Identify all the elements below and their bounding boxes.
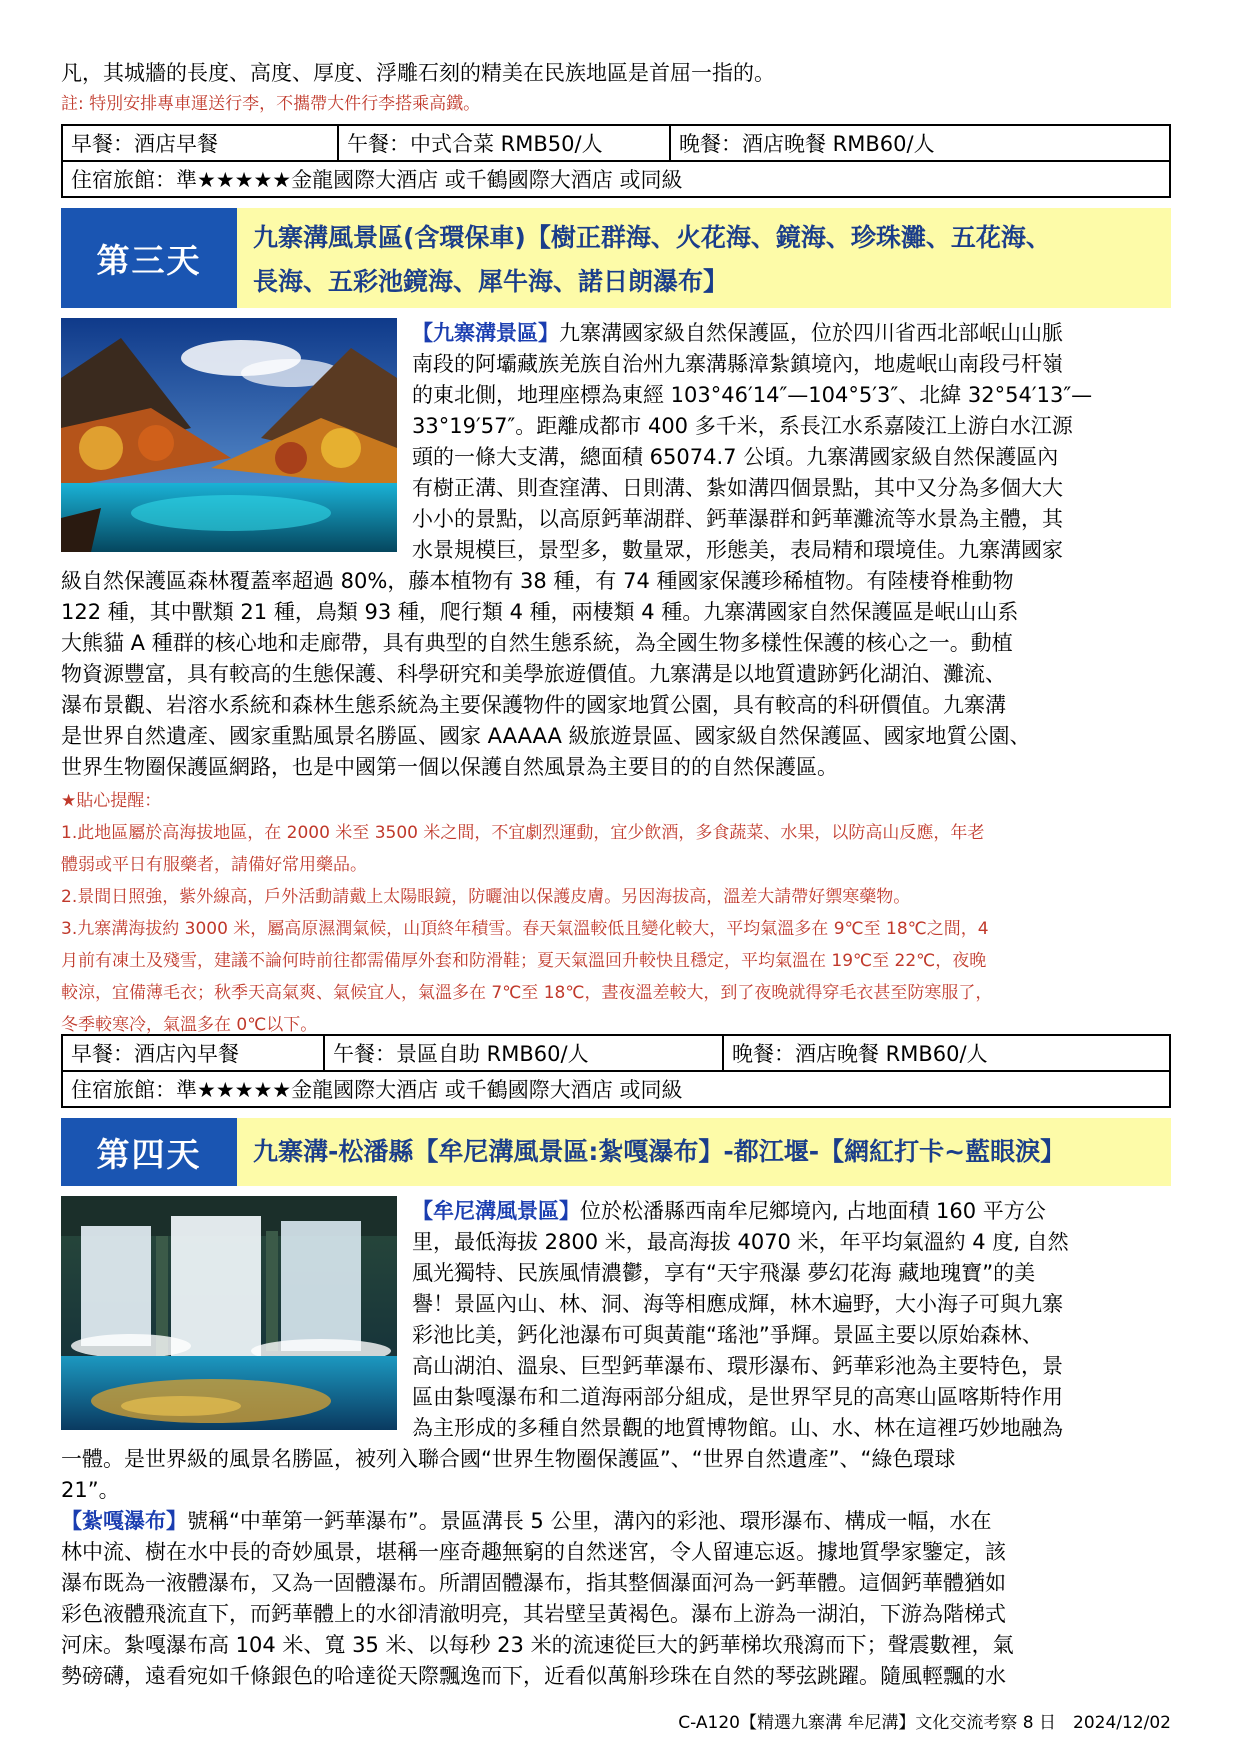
footer: C-A120【精選九寨溝 牟尼溝】文化交流考察 8 日 2024/12/02 xyxy=(678,1713,1171,1733)
reminder-line: 2.景間日照強，紫外線高，戶外活動請戴上太陽眼鏡，防曬油以保護皮膚。另因海拔高，溫差大請帶好禦寒藥物。 xyxy=(61,887,911,907)
p2-line: 號稱“中華第一鈣華瀑布”。景區溝長 5 公里，溝內的彩池、環形瀑布、構成一幅，水在 xyxy=(187,1509,992,1533)
hotel-cell: 住宿旅館：準★★★★★金龍國際大酒店 或千鶴國際大酒店 或同級 xyxy=(62,1071,1170,1107)
full-line: 世界生物圈保護區網路，也是中國第一個以保護自然風景為主要目的的自然保護區。 xyxy=(61,755,838,779)
full-line: 122 種，其中獸類 21 種，鳥類 93 種，爬行類 4 種，兩棲類 4 種。九寨溝國家自然保護區是岷山山系 xyxy=(61,600,1019,624)
reminder-line: 冬季較寒冷，氣溫多在 0℃以下。 xyxy=(61,1015,318,1035)
wrap-line: 小小的景點，以高原鈣華湖群、鈣華瀑群和鈣華灘流等水景為主體，其 xyxy=(412,507,1063,531)
wrap-line: 里，最低海拔 2800 米，最高海拔 4070 米，年平均氣溫約 4 度, 自然 xyxy=(412,1230,1069,1254)
dinner-cell: 晚餐：酒店晚餐 RMB60/人 xyxy=(723,1035,1170,1071)
breakfast-cell: 早餐：酒店早餐 xyxy=(62,125,338,161)
reminder-line: 體弱或平日有服藥者，請備好常用藥品。 xyxy=(61,855,367,875)
wrap-line: 譽！景區內山、林、洞、海等相應成輝，林木遍野，大小海子可與九寨 xyxy=(412,1292,1063,1316)
wrap-line: 高山湖泊、溫泉、巨型鈣華瀑布、環形瀑布、鈣華彩池為主要特色，景 xyxy=(412,1354,1063,1378)
wrap-line: 水景規模巨，景型多，數量眾，形態美，表局精和環境佳。九寨溝國家 xyxy=(412,538,1063,562)
jiuzhaigou-heading: 【九寨溝景區】 xyxy=(412,321,559,345)
hotel-cell: 住宿旅館：準★★★★★金龍國際大酒店 或千鶴國際大酒店 或同級 xyxy=(62,161,1170,197)
full-line: 一體。是世界級的風景名勝區，被列入聯合國“世界生物圈保護區”、“世界自然遺產”、“綠色環球 xyxy=(61,1447,956,1471)
day3-title-line2: 長海、五彩池鏡海、犀牛海、諾日朗瀑布】 xyxy=(253,267,729,296)
day3-header xyxy=(61,208,1171,308)
lunch-cell: 午餐：中式合菜 RMB50/人 xyxy=(338,125,670,161)
full-line: 瀑布景觀、岩溶水系統和森林生態系統為主要保護物件的國家地質公園，具有較高的科研價值。九寨溝 xyxy=(61,693,1006,717)
day3-meals-table xyxy=(61,1034,1171,1108)
wrap-line: 位於松潘縣西南牟尼鄉境內, 占地面積 160 平方公 xyxy=(580,1199,1046,1223)
day4-wrap-text xyxy=(412,1196,1171,1444)
day3-label: 第三天 xyxy=(61,208,237,308)
wrap-line: 九寨溝國家級自然保護區，位於四川省西北部岷山山脈 xyxy=(559,321,1063,345)
p2-line: 彩色液體飛流直下，而鈣華體上的水卻清澈明亮，其岩壁呈黃褐色。瀑布上游為一湖泊，下游為階梯式 xyxy=(61,1602,1006,1626)
full-line: 大熊貓 A 種群的核心地和走廊帶，具有典型的自然生態系統，為全國生物多樣性保護的核心之一。動植 xyxy=(61,631,1013,655)
zhaga-heading: 【紮嘎瀑布】 xyxy=(61,1509,187,1533)
day2-meals-table xyxy=(61,124,1171,198)
wrap-line: 頭的一條大支溝，總面積 65074.7 公頃。九寨溝國家級自然保護區內 xyxy=(412,445,1059,469)
reminder-title: ★貼心提醒： xyxy=(61,791,162,811)
p2-line: 林中流、樹在水中長的奇妙風景，堪稱一座奇趣無窮的自然迷宮，令人留連忘返。據地質學家鑒定，該 xyxy=(61,1540,1006,1564)
jiuzhaigou-photo xyxy=(61,318,397,552)
day4-title: 九寨溝-松潘縣【牟尼溝風景區:紮嘎瀑布】-都江堰-【網紅打卡~藍眼淚】 xyxy=(253,1137,1066,1166)
p2-line: 河床。紮嘎瀑布高 104 米、寬 35 米、以每秒 23 米的流速從巨大的鈣華梯坎飛瀉而下；聲震數裡，氣 xyxy=(61,1633,1014,1657)
wrap-line: 區由紮嘎瀑布和二道海兩部分組成，是世界罕見的高寒山區喀斯特作用 xyxy=(412,1385,1063,1409)
p2-line: 瀑布既為一液體瀑布，又為一固體瀑布。所謂固體瀑布，指其整個瀑面河為一鈣華體。這個鈣華體猶如 xyxy=(61,1571,1006,1595)
wrap-line: 的東北側，地理座標為東經 103°46′14″—104°5′3″、北緯 32°54′13″— xyxy=(412,383,1093,407)
reminder-line: 較涼，宜備薄毛衣；秋季天高氣爽、氣候宜人，氣溫多在 7℃至 18℃，晝夜溫差較大，到了夜晚就得穿毛衣甚至防寒服了， xyxy=(61,983,993,1003)
day4-label: 第四天 xyxy=(61,1118,237,1186)
wrap-line: 彩池比美，鈣化池瀑布可與黃龍“瑤池”爭輝。景區主要以原始森林、 xyxy=(412,1323,1043,1347)
full-line: 級自然保護區森林覆蓋率超過 80%，藤本植物有 38 種，有 74 種國家保護珍稀植物。有陸棲脊椎動物 xyxy=(61,569,1014,593)
full-line: 物資源豐富，具有較高的生態保護、科學研究和美學旅遊價值。九寨溝是以地質遺跡鈣化湖泊、灘流、 xyxy=(61,662,1006,686)
intro-line: 凡，其城牆的長度、高度、厚度、浮雕石刻的精美在民族地區是首屈一指的。 xyxy=(61,61,775,85)
munigou-waterfall-photo xyxy=(61,1196,397,1430)
wrap-line: 33°19′57″。距離成都市 400 多千米，系長江水系嘉陵江上游白水江源 xyxy=(412,414,1073,438)
full-line: 是世界自然遺產、國家重點風景名勝區、國家 AAAAA 級旅遊景區、國家級自然保護區、國家地質公園、 xyxy=(61,724,1031,748)
breakfast-cell: 早餐：酒店內早餐 xyxy=(62,1035,324,1071)
day3-wrap-text xyxy=(412,318,1171,566)
day4-full-text xyxy=(61,1444,1171,1692)
wrap-line: 為主形成的多種自然景觀的地質博物館。山、水、林在這裡巧妙地融為 xyxy=(412,1416,1063,1440)
reminder-line: 月前有凍土及殘雪，建議不論何時前往都需備厚外套和防滑鞋；夏天氣溫回升較快且穩定，平均氣溫在 19℃至 22℃，夜晚 xyxy=(61,951,987,971)
full-line: 21”。 xyxy=(61,1478,120,1502)
luggage-note: 註: 特別安排專車運送行李，不攜帶大件行李搭乘高鐵。 xyxy=(61,94,481,114)
reminders xyxy=(61,785,1171,1041)
munigou-heading: 【牟尼溝風景區】 xyxy=(412,1199,580,1223)
day3-full-text xyxy=(61,566,1171,783)
reminder-line: 1.此地區屬於高海拔地區，在 2000 米至 3500 米之間，不宜劇烈運動，宜少飲酒，多食蔬菜、水果，以防高山反應，年老 xyxy=(61,823,985,843)
dinner-cell: 晚餐：酒店晚餐 RMB60/人 xyxy=(670,125,1170,161)
reminder-line: 3.九寨溝海拔約 3000 米，屬高原濕潤氣候，山頂終年積雪。春天氣溫較低且變化較大，平均氣溫多在 9℃至 18℃之間，4 xyxy=(61,919,989,939)
wrap-line: 有樹正溝、則查窪溝、日則溝、紮如溝四個景點，其中又分為多個大大 xyxy=(412,476,1063,500)
wrap-line: 風光獨特、民族風情濃鬱，享有“天宇飛瀑 夢幻花海 藏地瑰寶”的美 xyxy=(412,1261,1036,1285)
lunch-cell: 午餐：景區自助 RMB60/人 xyxy=(324,1035,723,1071)
wrap-line: 南段的阿壩藏族羌族自治州九寨溝縣漳紮鎮境內，地處岷山南段弓杆嶺 xyxy=(412,352,1063,376)
day4-header xyxy=(61,1118,1171,1186)
p2-line: 勢磅礴，遠看宛如千條銀色的哈達從天際飄逸而下，近看似萬斛珍珠在自然的琴弦跳躍。隨風輕飄的水 xyxy=(61,1664,1006,1688)
day3-title-line1: 九寨溝風景區(含環保車)【樹正群海、火花海、鏡海、珍珠灘、五花海、 xyxy=(253,223,1051,252)
